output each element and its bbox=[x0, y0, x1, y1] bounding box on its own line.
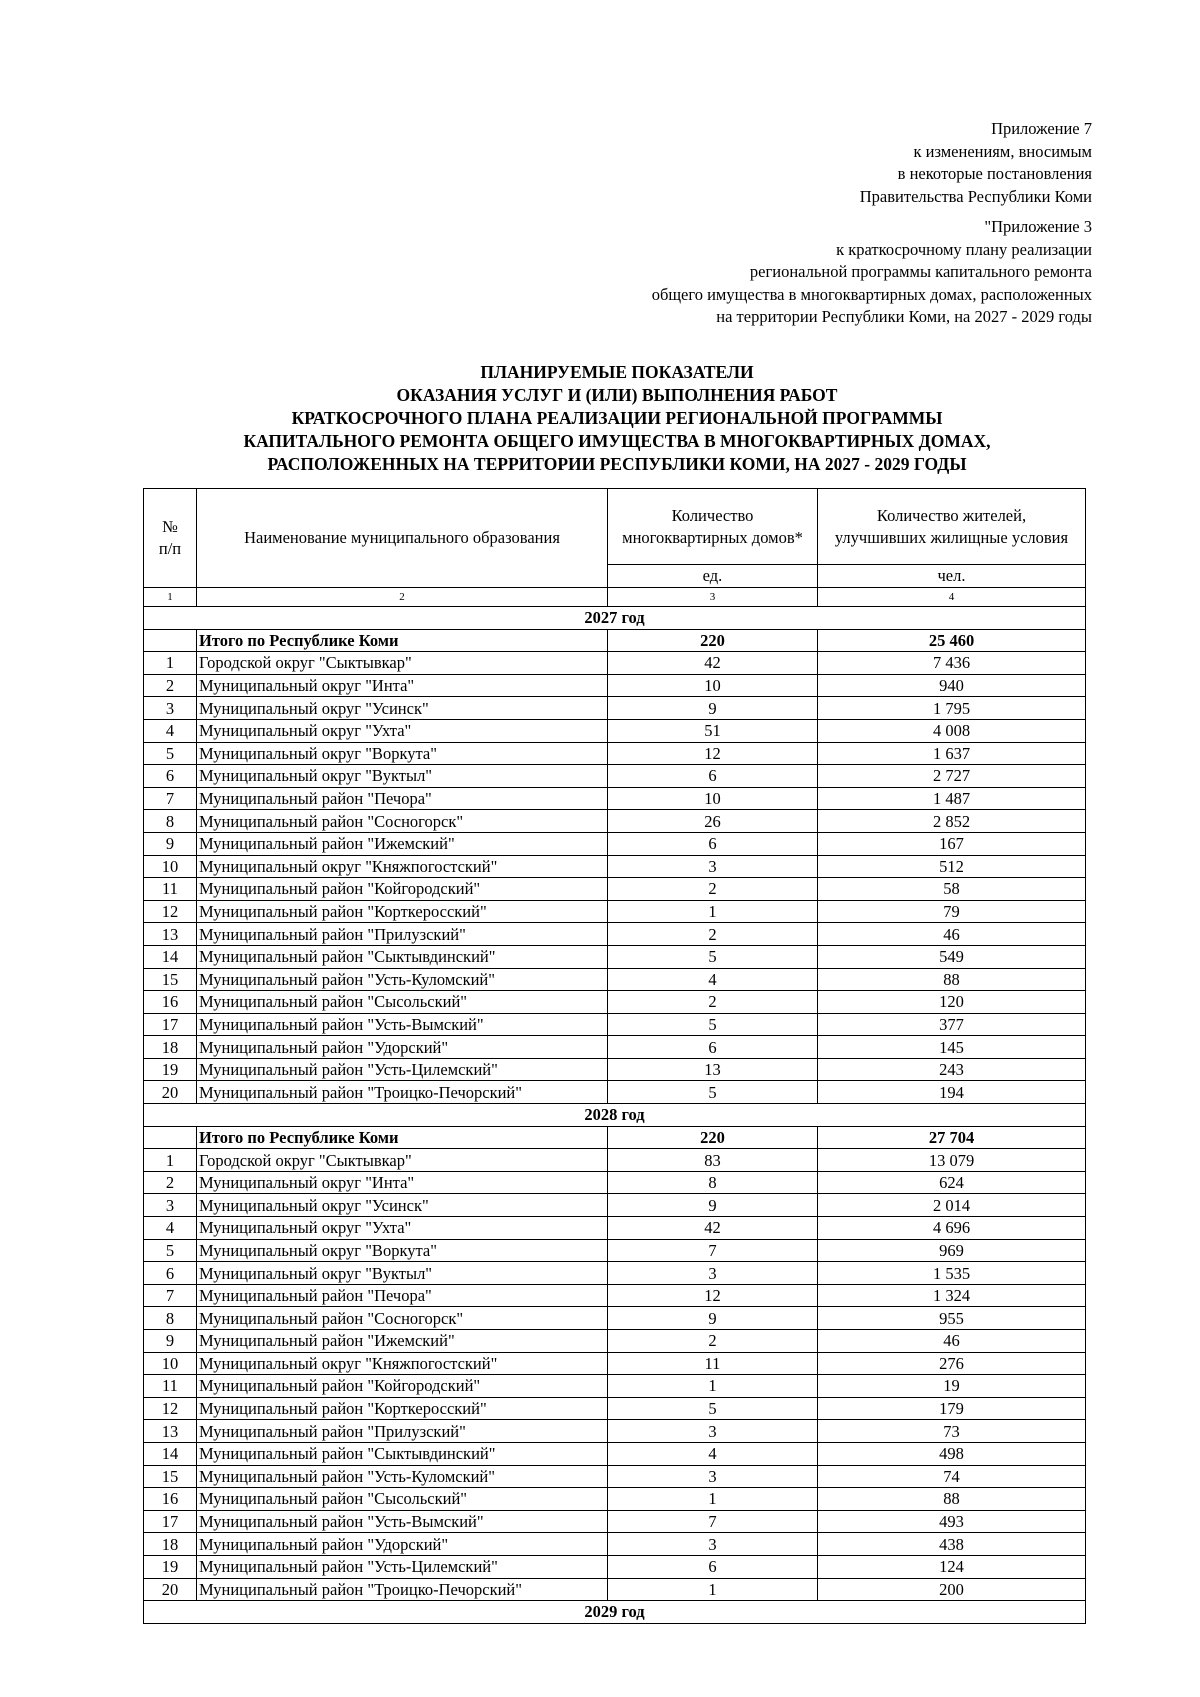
total-residents: 27 704 bbox=[818, 1126, 1086, 1149]
table-row bbox=[144, 652, 1086, 675]
residents-count: 145 bbox=[818, 1036, 1086, 1059]
houses-count: 2 bbox=[608, 923, 818, 946]
houses-count: 6 bbox=[608, 765, 818, 788]
residents-count: 2 014 bbox=[818, 1194, 1086, 1217]
table-row bbox=[144, 900, 1086, 923]
municipality-name: Муниципальный округ "Вуктыл" bbox=[197, 765, 608, 788]
row-number: 5 bbox=[144, 1239, 197, 1262]
row-number: 20 bbox=[144, 1578, 197, 1601]
municipality-name: Муниципальный район "Усть-Куломский" bbox=[197, 1465, 608, 1488]
header-number-line: № bbox=[162, 517, 178, 536]
houses-count: 83 bbox=[608, 1149, 818, 1172]
row-number: 3 bbox=[144, 697, 197, 720]
houses-count: 2 bbox=[608, 878, 818, 901]
row-number: 9 bbox=[144, 832, 197, 855]
total-residents: 25 460 bbox=[818, 629, 1086, 652]
table-row bbox=[144, 968, 1086, 991]
header-residents bbox=[818, 489, 1086, 565]
residents-count: 624 bbox=[818, 1171, 1086, 1194]
residents-count: 200 bbox=[818, 1578, 1086, 1601]
year-label: 2029 год bbox=[144, 1601, 1086, 1624]
table-row bbox=[144, 1149, 1086, 1172]
municipality-name: Муниципальный район "Сыктывдинский" bbox=[197, 1442, 608, 1465]
municipality-name: Муниципальный округ "Ухта" bbox=[197, 719, 608, 742]
total-label: Итого по Республике Коми bbox=[197, 629, 608, 652]
houses-count: 11 bbox=[608, 1352, 818, 1375]
residents-count: 1 487 bbox=[818, 787, 1086, 810]
row-number: 11 bbox=[144, 1375, 197, 1398]
row-number: 3 bbox=[144, 1194, 197, 1217]
houses-count: 6 bbox=[608, 1555, 818, 1578]
row-number: 9 bbox=[144, 1330, 197, 1353]
total-number bbox=[144, 1126, 197, 1149]
houses-count: 6 bbox=[608, 832, 818, 855]
table-row bbox=[144, 1036, 1086, 1059]
table-row bbox=[144, 1442, 1086, 1465]
row-number: 19 bbox=[144, 1555, 197, 1578]
row-number: 13 bbox=[144, 923, 197, 946]
residents-count: 955 bbox=[818, 1307, 1086, 1330]
municipality-name: Муниципальный район "Усть-Вымский" bbox=[197, 1013, 608, 1036]
annex-line: общего имущества в многоквартирных домах, расположенных bbox=[651, 284, 1092, 304]
table-row bbox=[144, 1194, 1086, 1217]
document-title bbox=[0, 361, 1200, 476]
houses-count: 5 bbox=[608, 945, 818, 968]
table-row bbox=[144, 1239, 1086, 1262]
row-number: 12 bbox=[144, 1397, 197, 1420]
houses-count: 4 bbox=[608, 1442, 818, 1465]
houses-count: 3 bbox=[608, 1465, 818, 1488]
row-number: 11 bbox=[144, 878, 197, 901]
residents-count: 512 bbox=[818, 855, 1086, 878]
residents-count: 1 324 bbox=[818, 1284, 1086, 1307]
residents-count: 124 bbox=[818, 1555, 1086, 1578]
table-row bbox=[144, 878, 1086, 901]
row-number: 16 bbox=[144, 991, 197, 1014]
residents-count: 74 bbox=[818, 1465, 1086, 1488]
municipality-name: Муниципальный район "Удорский" bbox=[197, 1036, 608, 1059]
table-row bbox=[144, 1171, 1086, 1194]
table-row bbox=[144, 697, 1086, 720]
table-row bbox=[144, 1397, 1086, 1420]
row-number: 8 bbox=[144, 1307, 197, 1330]
table-row bbox=[144, 1058, 1086, 1081]
annex-line: к краткосрочному плану реализации bbox=[836, 239, 1092, 259]
table-row bbox=[144, 855, 1086, 878]
municipality-name: Муниципальный округ "Княжпогостский" bbox=[197, 1352, 608, 1375]
houses-count: 1 bbox=[608, 1375, 818, 1398]
residents-count: 549 bbox=[818, 945, 1086, 968]
municipality-name: Муниципальный район "Печора" bbox=[197, 1284, 608, 1307]
table-row bbox=[144, 1284, 1086, 1307]
houses-count: 9 bbox=[608, 1194, 818, 1217]
houses-count: 1 bbox=[608, 1578, 818, 1601]
houses-count: 42 bbox=[608, 1217, 818, 1240]
houses-count: 5 bbox=[608, 1013, 818, 1036]
houses-count: 10 bbox=[608, 787, 818, 810]
residents-count: 46 bbox=[818, 923, 1086, 946]
title-line: ПЛАНИРУЕМЫЕ ПОКАЗАТЕЛИ bbox=[480, 362, 754, 382]
year-label: 2028 год bbox=[144, 1104, 1086, 1127]
houses-count: 3 bbox=[608, 1262, 818, 1285]
row-number: 1 bbox=[144, 1149, 197, 1172]
houses-count: 3 bbox=[608, 1533, 818, 1556]
municipality-name: Муниципальный район "Ижемский" bbox=[197, 832, 608, 855]
row-number: 12 bbox=[144, 900, 197, 923]
table-row bbox=[144, 991, 1086, 1014]
houses-count: 12 bbox=[608, 1284, 818, 1307]
header-houses bbox=[608, 489, 818, 565]
municipality-name: Муниципальный район "Сыктывдинский" bbox=[197, 945, 608, 968]
residents-count: 1 535 bbox=[818, 1262, 1086, 1285]
municipality-name: Городской округ "Сыктывкар" bbox=[197, 652, 608, 675]
residents-count: 88 bbox=[818, 968, 1086, 991]
table-row bbox=[144, 1578, 1086, 1601]
municipality-name: Муниципальный район "Корткеросский" bbox=[197, 1397, 608, 1420]
residents-count: 4 696 bbox=[818, 1217, 1086, 1240]
houses-count: 6 bbox=[608, 1036, 818, 1059]
municipality-name: Муниципальный район "Усть-Цилемский" bbox=[197, 1058, 608, 1081]
table-row bbox=[144, 1330, 1086, 1353]
municipality-name: Муниципальный район "Усть-Куломский" bbox=[197, 968, 608, 991]
row-number: 15 bbox=[144, 968, 197, 991]
total-label: Итого по Республике Коми bbox=[197, 1126, 608, 1149]
houses-count: 4 bbox=[608, 968, 818, 991]
table-row bbox=[144, 1262, 1086, 1285]
title-line: РАСПОЛОЖЕННЫХ НА ТЕРРИТОРИИ РЕСПУБЛИКИ КОМИ, НА 2027 - 2029 ГОДЫ bbox=[267, 454, 967, 474]
annex-line: Правительства Республики Коми bbox=[859, 186, 1092, 206]
row-number: 19 bbox=[144, 1058, 197, 1081]
table-row bbox=[144, 1013, 1086, 1036]
row-number: 10 bbox=[144, 855, 197, 878]
table-row bbox=[144, 1217, 1086, 1240]
municipality-name: Муниципальный район "Сысольский" bbox=[197, 1488, 608, 1511]
annex-line: Приложение 7 bbox=[991, 119, 1092, 138]
houses-count: 7 bbox=[608, 1239, 818, 1262]
municipality-name: Муниципальный район "Ижемский" bbox=[197, 1330, 608, 1353]
annex-block-1 bbox=[860, 118, 1092, 208]
houses-count: 26 bbox=[608, 810, 818, 833]
houses-count: 12 bbox=[608, 742, 818, 765]
total-number bbox=[144, 629, 197, 652]
year-row bbox=[144, 1601, 1086, 1624]
houses-count: 2 bbox=[608, 1330, 818, 1353]
municipality-name: Муниципальный район "Троицко-Печорский" bbox=[197, 1578, 608, 1601]
unit-houses: ед. bbox=[608, 565, 818, 588]
header-residents-line: Количество жителей, bbox=[876, 505, 1027, 525]
residents-count: 46 bbox=[818, 1330, 1086, 1353]
total-houses: 220 bbox=[608, 1126, 818, 1149]
houses-count: 9 bbox=[608, 697, 818, 720]
annex-line: на территории Республики Коми, на 2027 - 2029 годы bbox=[716, 307, 1092, 326]
municipality-name: Муниципальный район "Прилузский" bbox=[197, 923, 608, 946]
municipality-name: Муниципальный район "Усть-Цилемский" bbox=[197, 1555, 608, 1578]
houses-count: 5 bbox=[608, 1397, 818, 1420]
year-label: 2027 год bbox=[144, 607, 1086, 630]
table-row bbox=[144, 1375, 1086, 1398]
residents-count: 940 bbox=[818, 674, 1086, 697]
table-row bbox=[144, 1488, 1086, 1511]
houses-count: 10 bbox=[608, 674, 818, 697]
unit-residents: чел. bbox=[818, 565, 1086, 588]
houses-count: 3 bbox=[608, 855, 818, 878]
header-name: Наименование муниципального образования bbox=[197, 489, 608, 588]
municipality-name: Муниципальный округ "Воркута" bbox=[197, 742, 608, 765]
total-row bbox=[144, 1126, 1086, 1149]
row-number: 2 bbox=[144, 1171, 197, 1194]
residents-count: 167 bbox=[818, 832, 1086, 855]
municipality-name: Муниципальный округ "Воркута" bbox=[197, 1239, 608, 1262]
houses-count: 42 bbox=[608, 652, 818, 675]
row-number: 13 bbox=[144, 1420, 197, 1443]
residents-count: 493 bbox=[818, 1510, 1086, 1533]
municipality-name: Муниципальный район "Сысольский" bbox=[197, 991, 608, 1014]
houses-count: 1 bbox=[608, 900, 818, 923]
table-row bbox=[144, 1420, 1086, 1443]
indicators-table bbox=[143, 488, 1086, 1624]
table-row bbox=[144, 1307, 1086, 1330]
municipality-name: Муниципальный округ "Инта" bbox=[197, 1171, 608, 1194]
residents-count: 377 bbox=[818, 1013, 1086, 1036]
table-row bbox=[144, 787, 1086, 810]
residents-count: 276 bbox=[818, 1352, 1086, 1375]
municipality-name: Муниципальный район "Прилузский" bbox=[197, 1420, 608, 1443]
row-number: 4 bbox=[144, 1217, 197, 1240]
table-row bbox=[144, 832, 1086, 855]
residents-count: 194 bbox=[818, 1081, 1086, 1104]
residents-count: 120 bbox=[818, 991, 1086, 1014]
houses-count: 51 bbox=[608, 719, 818, 742]
row-number: 10 bbox=[144, 1352, 197, 1375]
row-number: 2 bbox=[144, 674, 197, 697]
residents-count: 498 bbox=[818, 1442, 1086, 1465]
residents-count: 73 bbox=[818, 1420, 1086, 1443]
municipality-name: Муниципальный округ "Княжпогостский" bbox=[197, 855, 608, 878]
title-line: ОКАЗАНИЯ УСЛУГ И (ИЛИ) ВЫПОЛНЕНИЯ РАБОТ bbox=[396, 385, 838, 405]
header-residents-line: улучшивших жилищные условия bbox=[834, 527, 1069, 547]
table-row bbox=[144, 945, 1086, 968]
title-line: КРАТКОСРОЧНОГО ПЛАНА РЕАЛИЗАЦИИ РЕГИОНАЛЬНОЙ ПРОГРАММЫ bbox=[291, 408, 943, 428]
residents-count: 58 bbox=[818, 878, 1086, 901]
municipality-name: Муниципальный район "Койгородский" bbox=[197, 878, 608, 901]
header-houses-line: Количество bbox=[671, 505, 754, 525]
residents-count: 179 bbox=[818, 1397, 1086, 1420]
residents-count: 2 852 bbox=[818, 810, 1086, 833]
houses-count: 7 bbox=[608, 1510, 818, 1533]
residents-count: 1 795 bbox=[818, 697, 1086, 720]
municipality-name: Муниципальный район "Корткеросский" bbox=[197, 900, 608, 923]
municipality-name: Городской округ "Сыктывкар" bbox=[197, 1149, 608, 1172]
municipality-name: Муниципальный округ "Ухта" bbox=[197, 1217, 608, 1240]
residents-count: 13 079 bbox=[818, 1149, 1086, 1172]
houses-count: 5 bbox=[608, 1081, 818, 1104]
table-row bbox=[144, 1081, 1086, 1104]
table-row bbox=[144, 1465, 1086, 1488]
total-houses: 220 bbox=[608, 629, 818, 652]
residents-count: 243 bbox=[818, 1058, 1086, 1081]
table-row bbox=[144, 923, 1086, 946]
table-row bbox=[144, 1352, 1086, 1375]
table-row bbox=[144, 1510, 1086, 1533]
row-number: 7 bbox=[144, 1284, 197, 1307]
residents-count: 1 637 bbox=[818, 742, 1086, 765]
municipality-name: Муниципальный округ "Усинск" bbox=[197, 1194, 608, 1217]
annex-line: в некоторые постановления bbox=[897, 164, 1092, 183]
row-number: 18 bbox=[144, 1036, 197, 1059]
column-number: 4 bbox=[818, 588, 1086, 607]
row-number: 7 bbox=[144, 787, 197, 810]
row-number: 17 bbox=[144, 1510, 197, 1533]
municipality-name: Муниципальный район "Сосногорск" bbox=[197, 1307, 608, 1330]
residents-count: 969 bbox=[818, 1239, 1086, 1262]
table-row bbox=[144, 719, 1086, 742]
residents-count: 79 bbox=[818, 900, 1086, 923]
row-number: 8 bbox=[144, 810, 197, 833]
row-number: 1 bbox=[144, 652, 197, 675]
residents-count: 88 bbox=[818, 1488, 1086, 1511]
table-row bbox=[144, 810, 1086, 833]
table-row bbox=[144, 765, 1086, 788]
houses-count: 13 bbox=[608, 1058, 818, 1081]
municipality-name: Муниципальный округ "Усинск" bbox=[197, 697, 608, 720]
municipality-name: Муниципальный район "Усть-Вымский" bbox=[197, 1510, 608, 1533]
municipality-name: Муниципальный район "Сосногорск" bbox=[197, 810, 608, 833]
houses-count: 8 bbox=[608, 1171, 818, 1194]
row-number: 18 bbox=[144, 1533, 197, 1556]
row-number: 14 bbox=[144, 945, 197, 968]
year-row bbox=[144, 607, 1086, 630]
houses-count: 3 bbox=[608, 1420, 818, 1443]
residents-count: 4 008 bbox=[818, 719, 1086, 742]
municipality-name: Муниципальный район "Удорский" bbox=[197, 1533, 608, 1556]
title-line: КАПИТАЛЬНОГО РЕМОНТА ОБЩЕГО ИМУЩЕСТВА В МНОГОКВАРТИРНЫХ ДОМАХ, bbox=[243, 431, 991, 451]
table-row bbox=[144, 742, 1086, 765]
table-row bbox=[144, 1533, 1086, 1556]
annex-line: к изменениям, вносимым bbox=[913, 141, 1092, 161]
municipality-name: Муниципальный район "Троицко-Печорский" bbox=[197, 1081, 608, 1104]
header-number-line: п/п bbox=[158, 539, 182, 558]
municipality-name: Муниципальный район "Койгородский" bbox=[197, 1375, 608, 1398]
row-number: 5 bbox=[144, 742, 197, 765]
row-number: 14 bbox=[144, 1442, 197, 1465]
residents-count: 2 727 bbox=[818, 765, 1086, 788]
table-row bbox=[144, 674, 1086, 697]
municipality-name: Муниципальный округ "Инта" bbox=[197, 674, 608, 697]
residents-count: 438 bbox=[818, 1533, 1086, 1556]
annex-line: "Приложение 3 bbox=[984, 217, 1092, 236]
row-number: 6 bbox=[144, 1262, 197, 1285]
column-number: 3 bbox=[608, 588, 818, 607]
houses-count: 2 bbox=[608, 991, 818, 1014]
houses-count: 1 bbox=[608, 1488, 818, 1511]
municipality-name: Муниципальный район "Печора" bbox=[197, 787, 608, 810]
row-number: 4 bbox=[144, 719, 197, 742]
header-houses-line: многоквартирных домов* bbox=[622, 527, 803, 547]
header-number bbox=[144, 489, 197, 588]
annex-line: региональной программы капитального ремонта bbox=[749, 262, 1092, 281]
residents-count: 19 bbox=[818, 1375, 1086, 1398]
residents-count: 7 436 bbox=[818, 652, 1086, 675]
column-number: 2 bbox=[197, 588, 608, 607]
municipality-name: Муниципальный округ "Вуктыл" bbox=[197, 1262, 608, 1285]
column-number: 1 bbox=[144, 588, 197, 607]
row-number: 16 bbox=[144, 1488, 197, 1511]
houses-count: 9 bbox=[608, 1307, 818, 1330]
row-number: 6 bbox=[144, 765, 197, 788]
year-row bbox=[144, 1104, 1086, 1127]
row-number: 20 bbox=[144, 1081, 197, 1104]
table-row bbox=[144, 1555, 1086, 1578]
row-number: 15 bbox=[144, 1465, 197, 1488]
annex-block-2 bbox=[652, 216, 1092, 329]
total-row bbox=[144, 629, 1086, 652]
row-number: 17 bbox=[144, 1013, 197, 1036]
